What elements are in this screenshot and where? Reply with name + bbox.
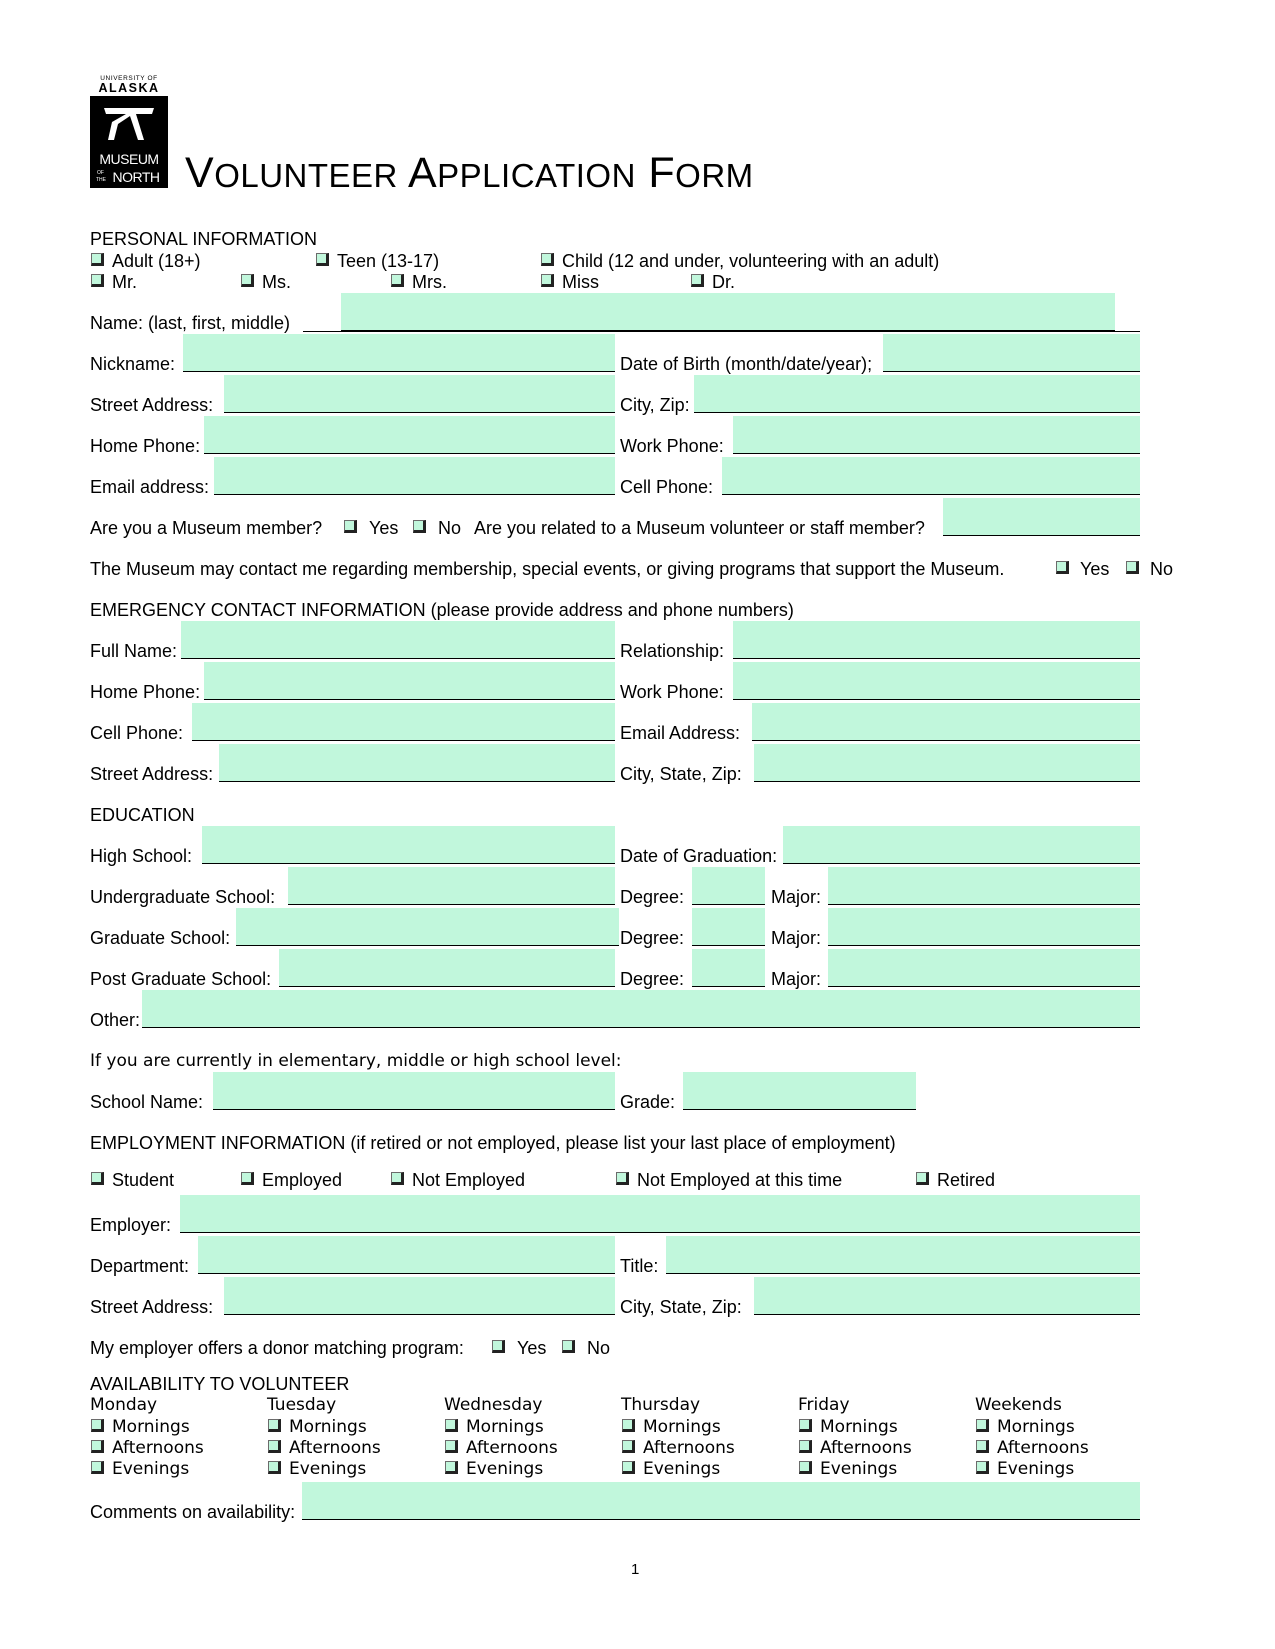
contact-question: The Museum may contact me regarding membership, special events, or giving programs that support the Museum. xyxy=(90,559,1005,579)
member-yes-label: Yes xyxy=(369,518,399,538)
wednesday-evenings-checkbox[interactable] xyxy=(445,1461,458,1474)
not-employed-now-label: Not Employed at this time xyxy=(637,1170,843,1190)
miss-label: Miss xyxy=(562,272,599,292)
child-checkbox[interactable] xyxy=(541,253,554,266)
undergrad-label: Undergraduate School: xyxy=(90,887,276,907)
emp-street-label: Street Address: xyxy=(90,1297,214,1317)
undergrad-major-label: Major: xyxy=(771,887,822,907)
street-field[interactable] xyxy=(224,375,615,413)
name-field[interactable] xyxy=(341,293,1115,331)
day-wednesday: Wednesday xyxy=(444,1395,543,1415)
weekends-mornings-checkbox[interactable] xyxy=(976,1419,989,1432)
workphone-field[interactable] xyxy=(733,416,1140,454)
undergrad-degree-field[interactable] xyxy=(692,867,765,905)
grade-field[interactable] xyxy=(683,1072,916,1110)
email-label: Email address: xyxy=(90,477,210,497)
cellphone-field[interactable] xyxy=(722,457,1140,495)
other-label: Other: xyxy=(90,1010,141,1030)
employed-checkbox[interactable] xyxy=(241,1172,254,1185)
nickname-label: Nickname: xyxy=(90,354,176,374)
day-thursday: Thursday xyxy=(621,1395,701,1415)
teen-checkbox[interactable] xyxy=(316,253,329,266)
teen-label: Teen (13-17) xyxy=(337,251,440,271)
highschool-label: High School: xyxy=(90,846,193,866)
weekends-evenings-label: Evenings xyxy=(997,1459,1075,1479)
em-relationship-label: Relationship: xyxy=(620,641,725,661)
tuesday-evenings-checkbox[interactable] xyxy=(268,1461,281,1474)
logo-text-museum: MUSEUM xyxy=(99,151,159,167)
student-label: Student xyxy=(112,1170,175,1190)
tuesday-evenings-label: Evenings xyxy=(289,1459,367,1479)
mrs-label: Mrs. xyxy=(412,272,447,292)
matching-yes-checkbox[interactable] xyxy=(492,1340,505,1353)
logo-text-north: NORTH xyxy=(112,169,160,185)
page-number: 1 xyxy=(631,1561,640,1578)
em-homephone-label: Home Phone: xyxy=(90,682,201,702)
undergrad-field[interactable] xyxy=(288,867,615,905)
tuesday-mornings-label: Mornings xyxy=(289,1417,367,1437)
day-monday: Monday xyxy=(90,1395,158,1415)
homephone-field[interactable] xyxy=(204,416,615,454)
graddate-label: Date of Graduation: xyxy=(620,846,778,866)
friday-mornings-checkbox[interactable] xyxy=(799,1419,812,1432)
postgrad-degree-field[interactable] xyxy=(692,949,765,987)
member-no-label: No xyxy=(438,518,462,538)
friday-evenings-checkbox[interactable] xyxy=(799,1461,812,1474)
personal-info-heading: PERSONAL INFORMATION xyxy=(90,229,318,249)
monday-mornings-checkbox[interactable] xyxy=(91,1419,104,1432)
friday-evenings-label: Evenings xyxy=(820,1459,898,1479)
cityzip-field[interactable] xyxy=(694,375,1140,413)
wednesday-evenings-label: Evenings xyxy=(466,1459,544,1479)
em-email-label: Email Address: xyxy=(620,723,741,743)
matching-no-label: No xyxy=(587,1338,611,1358)
employer-label: Employer: xyxy=(90,1215,172,1235)
homephone-label: Home Phone: xyxy=(90,436,201,456)
em-cellphone-label: Cell Phone: xyxy=(90,723,184,743)
postgrad-degree-label: Degree: xyxy=(620,969,685,989)
ms-checkbox[interactable] xyxy=(241,274,254,287)
grad-major-label: Major: xyxy=(771,928,822,948)
postgrad-field[interactable] xyxy=(279,949,615,987)
emp-street-field[interactable] xyxy=(224,1277,615,1315)
wednesday-afternoons-label: Afternoons xyxy=(466,1438,558,1458)
matching-yes-label: Yes xyxy=(517,1338,547,1358)
department-field[interactable] xyxy=(198,1236,615,1274)
monday-evenings-checkbox[interactable] xyxy=(91,1461,104,1474)
highschool-field[interactable] xyxy=(202,826,615,864)
mr-checkbox[interactable] xyxy=(91,274,104,287)
thursday-evenings-label: Evenings xyxy=(643,1459,721,1479)
adult-label: Adult (18+) xyxy=(112,251,201,271)
undergrad-major-field[interactable] xyxy=(828,867,1140,905)
member-yes-checkbox[interactable] xyxy=(344,520,357,533)
related-field[interactable] xyxy=(943,498,1140,536)
em-citystatezip-field[interactable] xyxy=(754,744,1140,782)
weekends-mornings-label: Mornings xyxy=(997,1417,1075,1437)
em-street-label: Street Address: xyxy=(90,764,214,784)
postgrad-major-label: Major: xyxy=(771,969,822,989)
tuesday-mornings-checkbox[interactable] xyxy=(268,1419,281,1432)
grad-major-field[interactable] xyxy=(828,908,1140,946)
not-employed-label: Not Employed xyxy=(412,1170,526,1190)
museum-logo xyxy=(90,74,168,188)
emergency-heading: EMERGENCY CONTACT INFORMATION (please provide address and phone numbers) xyxy=(90,600,794,620)
job-title-field[interactable] xyxy=(666,1236,1140,1274)
undergrad-degree-label: Degree: xyxy=(620,887,685,907)
matching-question: My employer offers a donor matching program: xyxy=(90,1338,464,1358)
em-fullname-label: Full Name: xyxy=(90,641,178,661)
monday-mornings-label: Mornings xyxy=(112,1417,190,1437)
wednesday-afternoons-checkbox[interactable] xyxy=(445,1440,458,1453)
mr-label: Mr. xyxy=(112,272,137,292)
friday-afternoons-label: Afternoons xyxy=(820,1438,912,1458)
schoolname-label: School Name: xyxy=(90,1092,204,1112)
logo-text-alaska: ALASKA xyxy=(98,81,160,95)
friday-afternoons-checkbox[interactable] xyxy=(799,1440,812,1453)
page-title: VOLUNTEER APPLICATION FORM xyxy=(185,149,754,197)
em-citystatezip-label: City, State, Zip: xyxy=(620,764,742,784)
graddate-field[interactable] xyxy=(783,826,1140,864)
related-question: Are you related to a Museum volunteer or staff member? xyxy=(474,518,925,538)
tuesday-afternoons-label: Afternoons xyxy=(289,1438,381,1458)
grad-field[interactable] xyxy=(236,908,619,946)
member-question: Are you a Museum member? xyxy=(90,518,323,538)
availability-heading: AVAILABILITY TO VOLUNTEER xyxy=(90,1374,350,1394)
thursday-mornings-label: Mornings xyxy=(643,1417,721,1437)
grade-label: Grade: xyxy=(620,1092,676,1112)
other-field[interactable] xyxy=(142,990,1140,1028)
day-tuesday: Tuesday xyxy=(267,1395,337,1415)
thursday-afternoons-checkbox[interactable] xyxy=(622,1440,635,1453)
emp-citystatezip-label: City, State, Zip: xyxy=(620,1297,742,1317)
retired-label: Retired xyxy=(937,1170,996,1190)
em-cellphone-field[interactable] xyxy=(192,703,615,741)
grad-degree-field[interactable] xyxy=(692,908,765,946)
day-weekends: Weekends xyxy=(975,1395,1062,1415)
workphone-label: Work Phone: xyxy=(620,436,724,456)
dob-label: Date of Birth (month/date/year); xyxy=(620,354,873,374)
member-no-checkbox[interactable] xyxy=(413,520,426,533)
monday-afternoons-label: Afternoons xyxy=(112,1438,204,1458)
postgrad-label: Post Graduate School: xyxy=(90,969,272,989)
cellphone-label: Cell Phone: xyxy=(620,477,714,497)
em-street-field[interactable] xyxy=(219,744,615,782)
job-title-label: Title: xyxy=(620,1256,659,1276)
dr-checkbox[interactable] xyxy=(691,274,704,287)
logo-text-of: OF xyxy=(97,170,104,176)
not-employed-now-checkbox[interactable] xyxy=(616,1172,629,1185)
grad-degree-label: Degree: xyxy=(620,928,685,948)
emp-citystatezip-field[interactable] xyxy=(754,1277,1140,1315)
department-label: Department: xyxy=(90,1256,190,1276)
wednesday-mornings-checkbox[interactable] xyxy=(445,1419,458,1432)
education-heading: EDUCATION xyxy=(90,805,195,825)
thursday-mornings-checkbox[interactable] xyxy=(622,1419,635,1432)
friday-mornings-label: Mornings xyxy=(820,1417,898,1437)
em-homephone-field[interactable] xyxy=(204,662,615,700)
logo-text-university: UNIVERSITY OF xyxy=(100,75,158,82)
contact-no-label: No xyxy=(1150,559,1174,579)
ms-label: Ms. xyxy=(262,272,291,292)
miss-checkbox[interactable] xyxy=(541,274,554,287)
comments-label: Comments on availability: xyxy=(90,1502,296,1522)
street-label: Street Address: xyxy=(90,395,214,415)
comments-field[interactable] xyxy=(302,1482,1140,1520)
tuesday-afternoons-checkbox[interactable] xyxy=(268,1440,281,1453)
postgrad-major-field[interactable] xyxy=(828,949,1140,987)
mrs-checkbox[interactable] xyxy=(391,274,404,287)
wednesday-mornings-label: Mornings xyxy=(466,1417,544,1437)
weekends-afternoons-checkbox[interactable] xyxy=(976,1440,989,1453)
employment-heading: EMPLOYMENT INFORMATION (if retired or not employed, please list your last place of employment) xyxy=(90,1133,896,1153)
weekends-evenings-checkbox[interactable] xyxy=(976,1461,989,1474)
employer-field[interactable] xyxy=(180,1195,1140,1233)
retired-checkbox[interactable] xyxy=(916,1172,929,1185)
adult-checkbox[interactable] xyxy=(91,253,104,266)
contact-yes-label: Yes xyxy=(1080,559,1110,579)
nickname-field[interactable] xyxy=(183,334,615,372)
monday-afternoons-checkbox[interactable] xyxy=(91,1440,104,1453)
cityzip-label: City, Zip: xyxy=(620,395,690,415)
school-level-note: If you are currently in elementary, middle or high school level: xyxy=(90,1051,622,1071)
email-field[interactable] xyxy=(214,457,615,495)
em-relationship-field[interactable] xyxy=(733,621,1140,659)
thursday-afternoons-label: Afternoons xyxy=(643,1438,735,1458)
em-email-field[interactable] xyxy=(752,703,1140,741)
not-employed-checkbox[interactable] xyxy=(391,1172,404,1185)
name-label: Name: (last, first, middle) xyxy=(90,313,291,333)
student-checkbox[interactable] xyxy=(91,1172,104,1185)
thursday-evenings-checkbox[interactable] xyxy=(622,1461,635,1474)
monday-evenings-label: Evenings xyxy=(112,1459,190,1479)
day-friday: Friday xyxy=(798,1395,850,1415)
contact-no-checkbox[interactable] xyxy=(1126,561,1139,574)
schoolname-field[interactable] xyxy=(213,1072,615,1110)
em-workphone-field[interactable] xyxy=(733,662,1140,700)
em-workphone-label: Work Phone: xyxy=(620,682,724,702)
grad-label: Graduate School: xyxy=(90,928,231,948)
matching-no-checkbox[interactable] xyxy=(562,1340,575,1353)
dr-label: Dr. xyxy=(712,272,736,292)
logo-text-the: THE xyxy=(96,177,106,183)
employed-label: Employed xyxy=(262,1170,343,1190)
weekends-afternoons-label: Afternoons xyxy=(997,1438,1089,1458)
child-label: Child (12 and under, volunteering with an adult) xyxy=(562,251,940,271)
dob-field[interactable] xyxy=(883,334,1140,372)
em-fullname-field[interactable] xyxy=(181,621,615,659)
contact-yes-checkbox[interactable] xyxy=(1056,561,1069,574)
